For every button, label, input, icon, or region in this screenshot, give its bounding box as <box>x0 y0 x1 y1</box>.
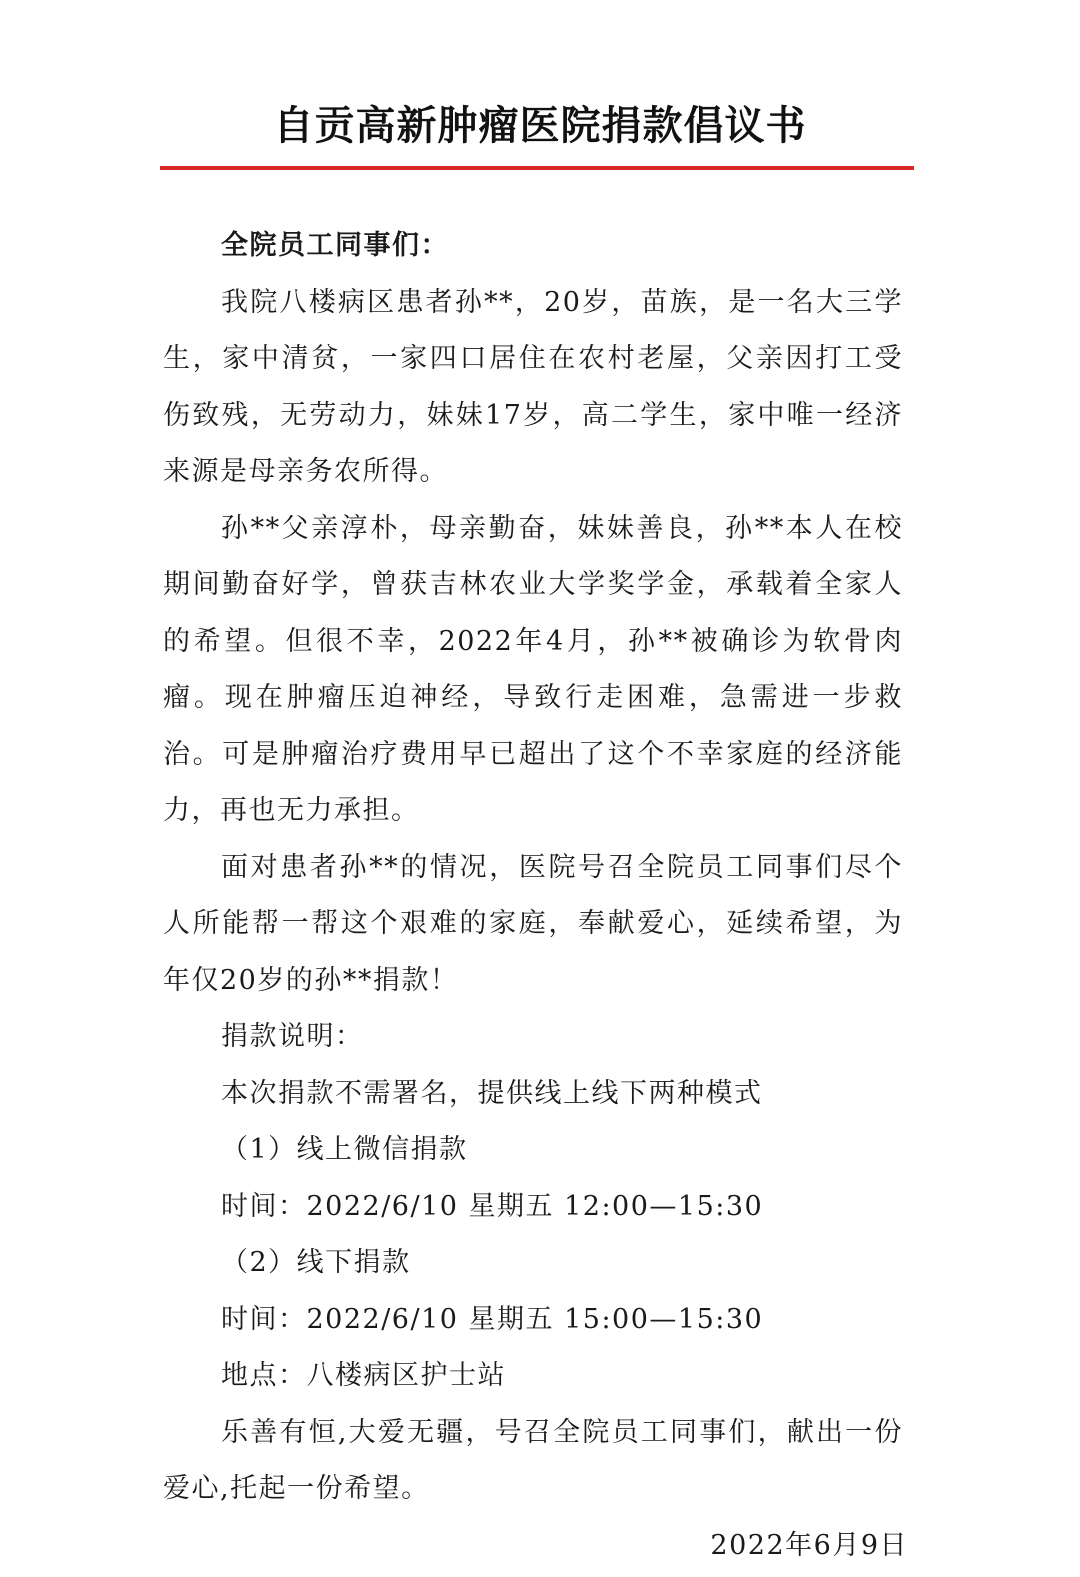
donation-heading: 捐款说明： <box>221 1021 364 1052</box>
paragraph-appeal: 面对患者孙**的情况，医院号召全院员工同事们尽个人所能帮一帮这个艰难的家庭，奉献爱心，延续希望，为年仅20岁的孙**捐款！ <box>163 851 903 996</box>
offline-donation-time: 时间：2022/6/10 星期五 15:00—15:30 <box>221 1303 764 1335</box>
online-donation-time: 时间：2022/6/10 星期五 12:00—15:30 <box>221 1190 764 1222</box>
closing-paragraph: 乐善有恒,大爱无疆，号召全院员工同事们，献出一份爱心,托起一份希望。 <box>163 1416 903 1504</box>
document-date: 2022年6月9日 <box>710 1530 908 1561</box>
document-title: 自贡高新肿瘤医院捐款倡议书 <box>273 102 807 149</box>
offline-donation-label: （2）线下捐款 <box>221 1247 411 1278</box>
donation-intro: 本次捐款不需署名，提供线上线下两种模式 <box>221 1077 763 1109</box>
paragraph-patient-background: 我院八楼病区患者孙**，20岁，苗族，是一名大三学生，家中清贫，一家四口居住在农村老屋，父亲因打工受伤致残，无劳动力，妹妹17岁，高二学生，家中唯一经济来源是母亲务农所得。 <box>163 286 903 487</box>
document-body <box>163 218 903 1518</box>
offline-donation-place: 地点：八楼病区护士站 <box>221 1360 506 1391</box>
salutation: 全院员工同事们： <box>221 230 449 261</box>
paragraph-diagnosis: 孙**父亲淳朴，母亲勤奋，妹妹善良，孙**本人在校期间勤奋好学，曾获吉林农业大学奖学金，承载着全家人的希望。但很不幸，2022年4月，孙**被确诊为软骨肉瘤。现在肿瘤压迫神经，导致行走困难，急需进一步救治。可是肿瘤治疗费用早已超出了这个不幸家庭的经济能力，再也无力承担。 <box>163 512 903 826</box>
title-red-rule <box>160 166 914 170</box>
online-donation-label: （1）线上微信捐款 <box>221 1134 468 1165</box>
